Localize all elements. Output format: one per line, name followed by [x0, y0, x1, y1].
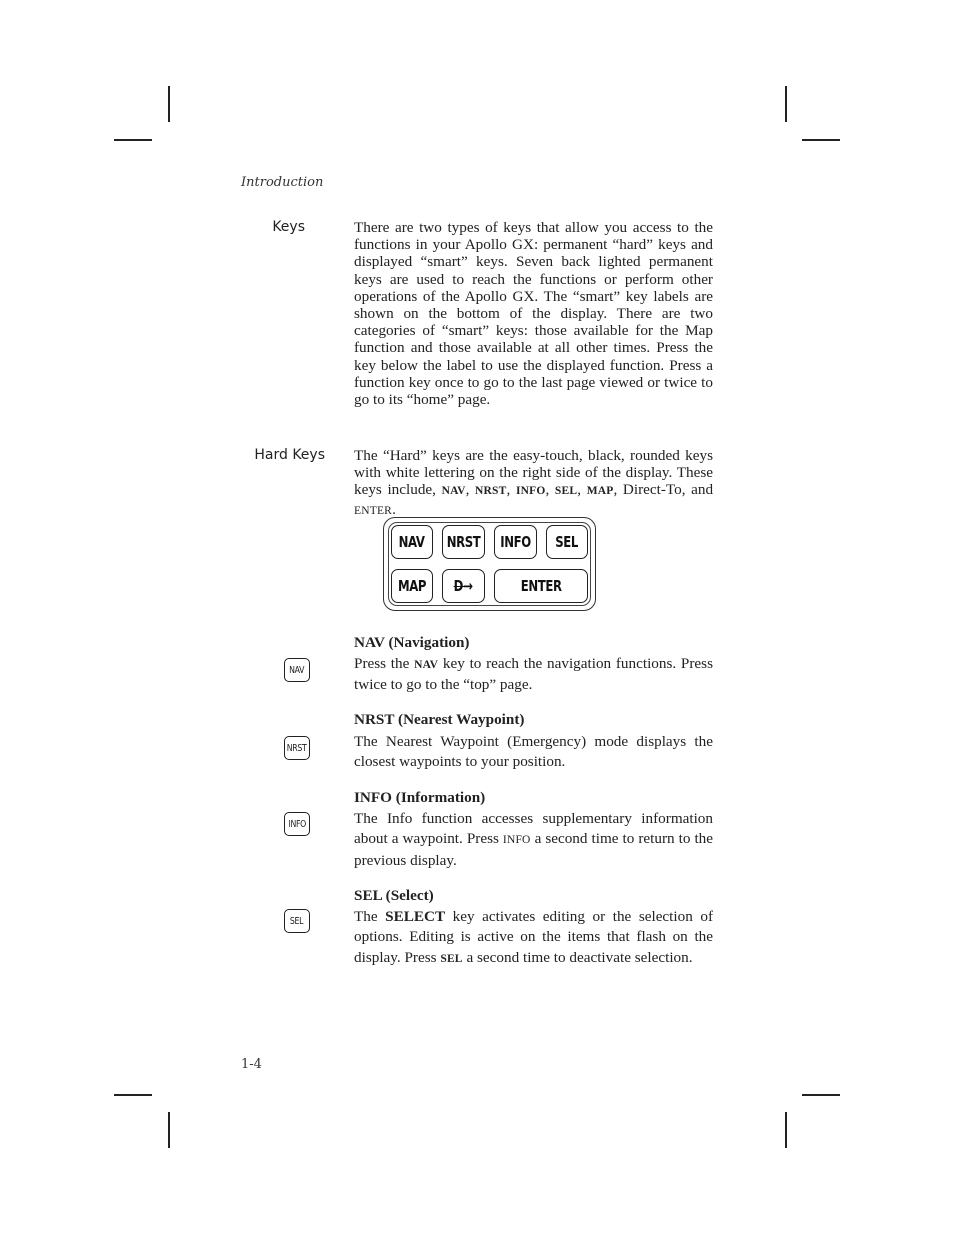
info-entry-text: The Info function accesses supplementary information about a waypoint. Press INFO a second time to return to the previous display. [354, 810, 713, 869]
page-number: 1-4 [241, 1057, 262, 1072]
hard-keys-paragraph: The “Hard” keys are the easy-touch, black, rounded keys with white lettering on the right side of the display. These keys include, NAV, NRST, INFO, SEL, MAP, Direct-To, and ENTER. [354, 447, 714, 518]
sel-key: SEL [546, 525, 588, 559]
section-heading-keys: Keys [272, 219, 305, 235]
crop-mark [785, 1112, 787, 1148]
crop-mark [114, 1094, 152, 1096]
nrst-entry-title: NRST (Nearest Waypoint) [354, 711, 525, 728]
info-key-icon: INFO [284, 812, 310, 836]
sel-entry-text: The SELECT key activates editing or the selection of options. Editing is active on the items that flash on the display. Press SEL a second time to deactivate selection. [354, 908, 713, 966]
info-key: INFO [494, 525, 537, 559]
sel-entry-title: SEL (Select) [354, 887, 434, 904]
nrst-key-icon: NRST [284, 736, 310, 760]
nrst-entry-text: The Nearest Waypoint (Emergency) mode displays the closest waypoints to your position. [354, 733, 713, 771]
nav-entry-text: Press the NAV key to reach the navigation functions. Press twice to go to the “top” page. [354, 655, 713, 694]
crop-mark [168, 1112, 170, 1148]
nav-key-icon: NAV [284, 658, 310, 682]
crop-mark [802, 1094, 840, 1096]
map-key: MAP [391, 569, 433, 603]
direct-to-icon: D→ [454, 577, 473, 595]
enter-key: ENTER [494, 569, 588, 603]
keys-paragraph: There are two types of keys that allow you access to the functions in your Apollo GX: permanent “hard” keys and displayed “smart” keys. Seven back lighted permanent keys are used to reach the functions or perform other operations of the Apollo GX. The “smart” key labels are shown on the bottom of the display. There are two categories of “smart” keys: those available for the Map function and those available at all other times. Press the key below the label to use the displayed function. Press a function key once to go to the last page viewed or twice to go to its “home” page. [354, 219, 713, 409]
crop-mark [785, 86, 787, 122]
crop-mark [114, 139, 152, 141]
sel-key-icon: SEL [284, 909, 310, 933]
crop-mark [802, 139, 840, 141]
info-entry-title: INFO (Information) [354, 789, 486, 806]
section-heading-hard-keys: Hard Keys [254, 447, 325, 463]
crop-mark [168, 86, 170, 122]
running-head: Introduction [241, 175, 324, 190]
nrst-key: NRST [442, 525, 485, 559]
nav-key: NAV [391, 525, 433, 559]
direct-to-key [442, 569, 485, 603]
nav-entry-title: NAV (Navigation) [354, 634, 470, 651]
